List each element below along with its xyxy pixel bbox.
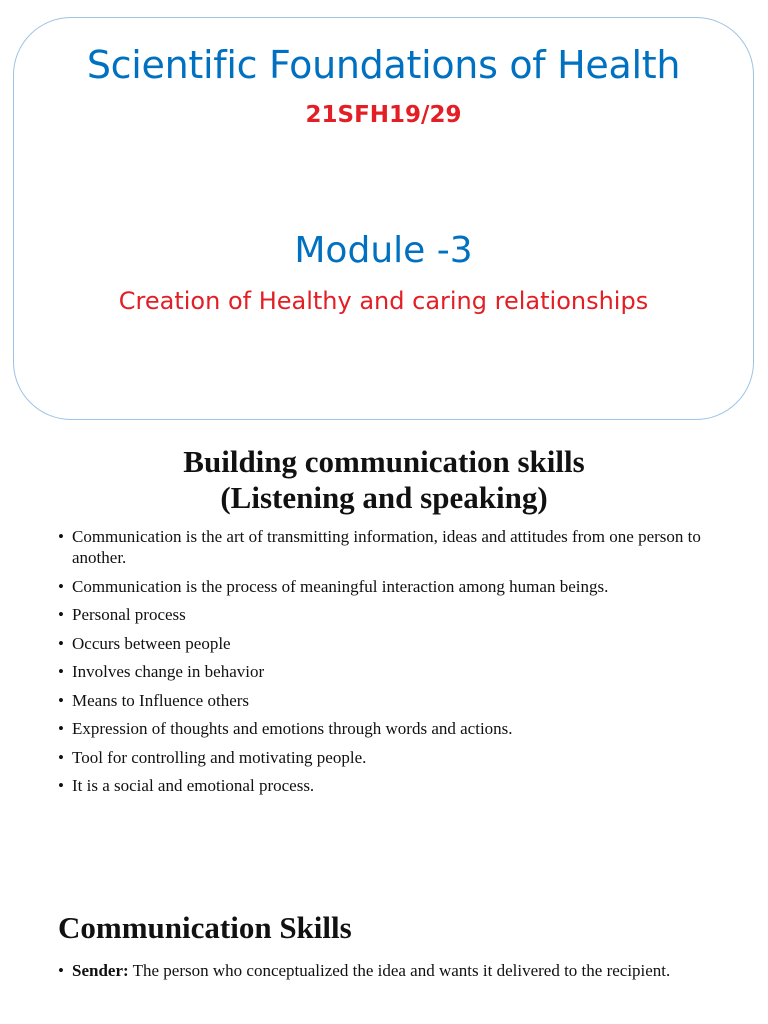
bullet-icon: • <box>58 662 64 681</box>
slide-title <box>0 444 768 516</box>
bullet-text: Communication is the art of transmitting information, ideas and attitudes from one person to another. <box>72 527 701 567</box>
bullet-item <box>58 604 718 625</box>
module-subtitle: Creation of Healthy and caring relationships <box>118 287 649 315</box>
communication-skills-definitions-slide <box>0 860 768 1024</box>
definition-item <box>58 960 718 981</box>
bullet-text: Tool for controlling and motivating people. <box>72 747 367 767</box>
communication-skills-slide <box>0 430 768 860</box>
bullet-icon: • <box>58 527 64 546</box>
slide-title: Communication Skills <box>58 910 352 945</box>
bullet-icon: • <box>58 633 64 653</box>
bullet-list <box>58 526 718 804</box>
slide-title-line-1: Building communication skills <box>183 444 585 479</box>
bullet-icon: • <box>58 961 64 980</box>
bullet-item <box>58 775 718 796</box>
slide-title-line-2: (Listening and speaking) <box>220 480 548 515</box>
bullet-item <box>58 633 718 654</box>
bullet-text: Communication is the process of meaningful interaction among human beings. <box>72 576 609 596</box>
course-code: 21SFH19/29 <box>305 102 462 128</box>
bullet-text: Expression of thoughts and emotions through words and actions. <box>72 719 513 738</box>
bullet-icon: • <box>58 576 64 596</box>
course-title: Scientific Foundations of Health <box>86 43 681 87</box>
bullet-icon: • <box>58 747 64 767</box>
title-card <box>13 17 754 420</box>
bullet-icon: • <box>58 690 64 710</box>
bullet-item <box>58 661 718 682</box>
bullet-icon: • <box>58 605 64 624</box>
bullet-text: Means to Influence others <box>72 690 250 710</box>
module-title: Module -3 <box>294 230 473 271</box>
bullet-text: Involves change in behavior <box>72 662 265 681</box>
bullet-item <box>58 747 718 768</box>
definition-list <box>58 960 718 981</box>
bullet-text: Occurs between people <box>72 633 231 653</box>
definition-term: Sender: <box>72 961 129 980</box>
bullet-item <box>58 576 718 597</box>
definition-text: The person who conceptualized the idea and wants it delivered to the recipient. <box>132 961 671 980</box>
bullet-item <box>58 718 718 739</box>
bullet-item <box>58 690 718 711</box>
bullet-item <box>58 526 718 568</box>
bullet-text: It is a social and emotional process. <box>72 776 315 795</box>
title-slide <box>0 0 768 430</box>
bullet-text: Personal process <box>72 605 186 624</box>
bullet-icon: • <box>58 776 64 795</box>
bullet-icon: • <box>58 719 64 738</box>
